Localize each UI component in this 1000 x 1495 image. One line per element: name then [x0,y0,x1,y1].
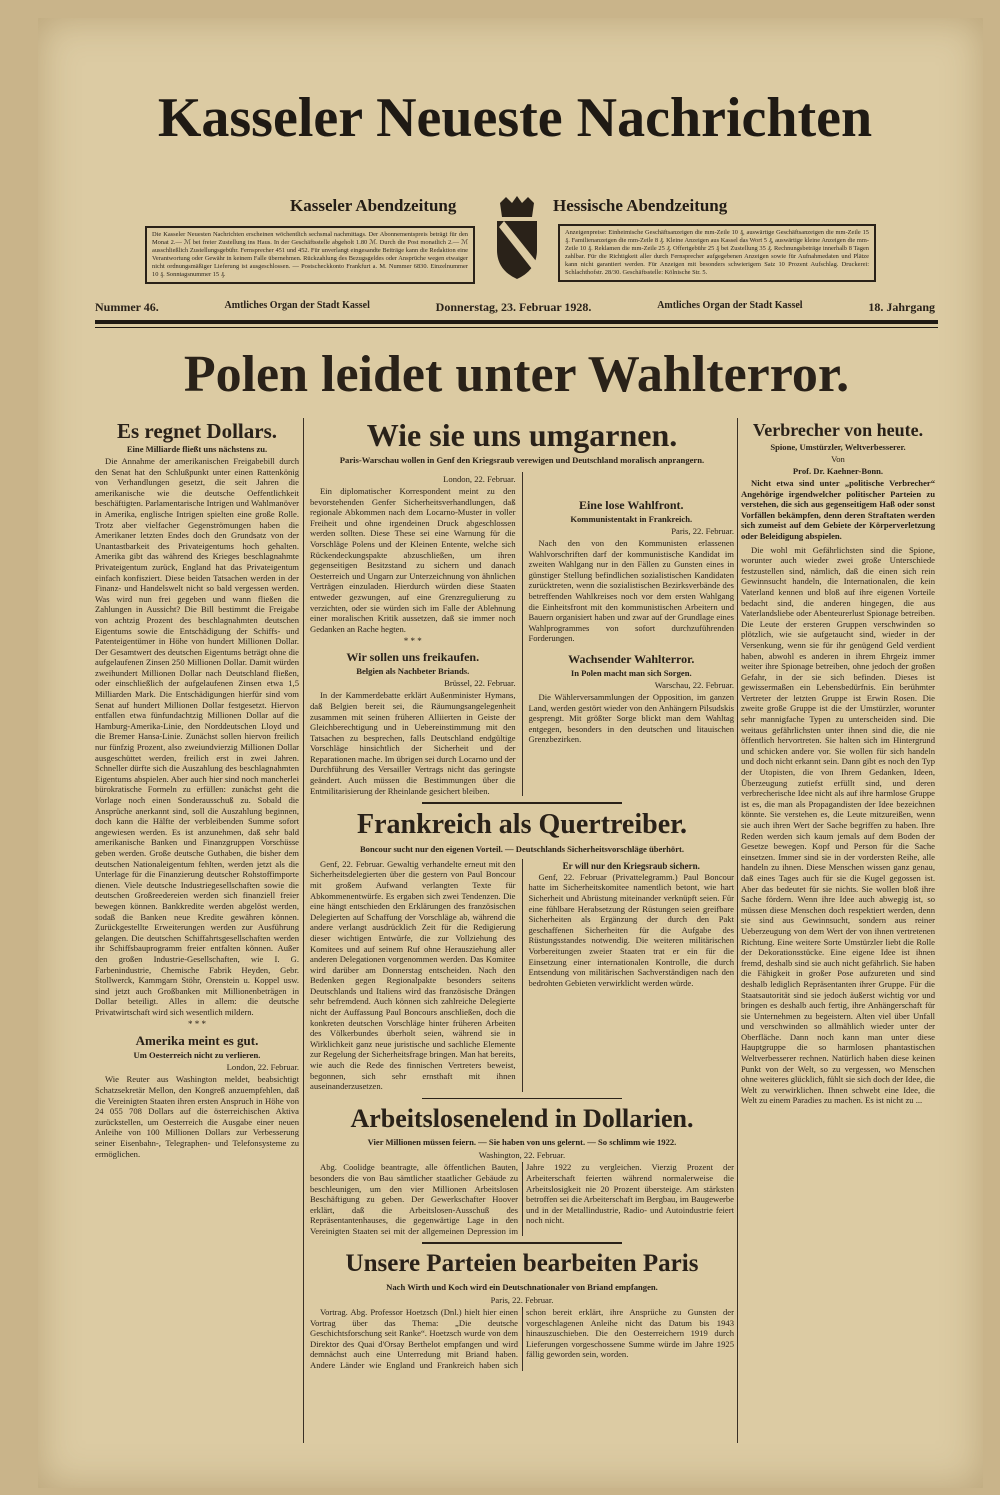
sub-article-deck: Kommunistentakt in Frankreich. [570,514,693,524]
paragraph: Die Annahme der amerikanischen Freigabebill durch den Senat hat den Schlußpunkt unter einen Rattenkönig von Verhandlungen gesetzt, die seit Jahren die amerikanische wie die deutsche Oeffentlichkeit beschäftigten. Parlamentarische Intrigen und Wahlmanöver in Amerika, englische Intrigen spielten eine große Rolle. Trotz aber vielfacher Gegenströmungen haben die Amerikaner letzten Endes doch den Grundsatz von der Unantastbarkeit des Privateigentums hoch gehalten. Amerika gibt das während des Krieges beschlagnahmte Privateigentum zurück, England hat das Privateigentum einfach konfisziert. Diese beiden Tatsachen werden in der Finanz- und Handelswelt nicht so bald vergessen werden. Was wird nun frei gegeben und wann fließen die Zahlungen in Aussicht? Die Bill bestimmt die Freigabe von achtzig Prozent des beschlagnahmten deutschen Eigentums sowie die Entschädigung der Schiffs- und Patenteigentümer in Höhe von hundert Millionen Dollar. Der Gesamtwert des deutschen Eigentums beträgt ohne die aufgelaufenen Zinsen 250 Millionen Dollar. Damit würden zweihundert Millionen Dollar nach Deutschland fließen, oder einschließlich der aufgelaufenen Zinsen etwa 1,5 Milliarden Mark. Die Entschädigungen hierfür sind vom Senat auf hundert Millionen Dollar festgesetzt. Hiervon entfallen etwa fünfundachtzig Millionen Dollar auf die Hamburg-Amerika-Linie, den Norddeutschen Lloyd und die Bremer Hansa-Linie. Zunächst sollen hiervon freilich nur fünfzig Prozent, also zweiundvierzig Millionen Dollar ausgeschüttet werden, freilich erst in zwei Jahren. Schneller dürfte sich die Auszahlung des beschlagnahmten Eigentums abspielen. Aber auch hier sind noch mancherlei bürokratische Formeln zu erfüllen: zunächst geht die Vorlage noch einen Sonderausschuß zu. Sobald die Ansprüche anerkannt sind, soll die Auszahlung beginnen, doch kann die Hälfte der verbleibenden Summe sofort angewiesen werden. Es ist anzunehmen, daß sehr bald amerikanische Banken und Finanzgruppen Vorschüsse geben werden. Große deutsche Guthaben, die bisher dem deutschen Nationaleigentum fehlten, werden jetzt als die Unterlage für die Finanzierung deutscher Rohstoffimporte dienen. Viele deutsche Industriegesellschaften sowie die deutschen Großreedereien werden sich finanziell freier bewegen können. Bankkredite werden abgelöst werden, sodaß die Banken neue Kredite gewähren können. Zurückgestellte Erweiterungen werden zur Ausführung gelangen. Die deutschen Schiffahrtsgesellschaften werden ihr Schiffsbauprogramm freier entfalten können. Außer den großen Industrie-Gesellschaften, wie I. G. Farbenindustrie, Chemische Fabrik Heyden, Gebr. Stollwerck, Kammgarn Stöhr, Orenstein u. Koppel usw. sind jetzt auch Großbanken mit Millionenbeträgen in Dollar beteiligt. Alles in allem: die deutsche Privatwirtschaft wird sich wesentlich mildern. [95,456,299,1017]
article-title: Es regnet Dollars. [116,419,277,443]
sub-article-body [95,1074,299,1159]
byline-von: Von [831,454,845,464]
column-divider [737,418,738,1443]
article-body [95,456,299,1017]
separator-stars: * * * [188,1019,206,1030]
article-deck: Spione, Umstürzler, Weltverbesserer. [770,442,906,452]
article-frankreich-als-quertreiber [310,806,734,1092]
paragraph: Vortrag. Abg. Professor Hoetzsch (Dnl.) hielt hier einen Vortrag über das Thema: „Die deutsche Geschichtsforschung seit Ranke“. Hoetzsch wurde von dem Direktor des Quai d'Orsay Berthelot empfangen und wird demnächst auch eine Unterredung mit Briand haben. Andere Länder wie England und Frankreich haben sich schon bereit erklärt, ihre Ansprüche zu Gunsten der vorgeschlagenen Anleihe nicht das Datum bis 1943 hinauszuschieben. Die den Oesterreichern 1919 durch Lieferungen vorgeschossene Summe würde im Jahre 1925 fällig geworden sein, worden. [310,1306,734,1370]
subscription-info-box: Die Kasseler Neuesten Nachrichten erscheinen wöchentlich sechsmal nachmittags. Der Abonnementspreis beträgt für den Monat 2.— ℳ bei freier Zustellung ins Haus. In der Geschäftsstelle abgeholt 1.80 ℳ. Durch die Post monatlich 2.— ℳ ausschließlich Zustellungsgebühr. Fernsprecher 451 und 452. Für unverlangt eingesandte Beiträge kann die Redaktion eine Verantwortung oder Gewähr in keinem Falle übernehmen. Rückzahlung des Bezugsgeldes oder Ansprüche wegen etwaiger nicht ordnungsmäßiger Lieferung ist ausgeschlossen. — Postscheckkonto Frankfurt a. M. Nummer 6830. Einzelnummer 10 ₰. Sonntagsnummer 15 ₰. [145,226,475,284]
article-verbrecher-von-heute [741,418,935,1106]
article-deck: Nach Wirth und Koch wird ein Deutschnationaler von Briand empfangen. [386,1281,658,1292]
sub-article-title: Wir sollen uns freikaufen. [346,650,480,665]
article-author: Prof. Dr. Kaehner-Bonn. [792,466,884,476]
paragraph: Nicht etwa sind unter „politische Verbrecher“ Angehörige irgendwelcher politischer Parteien zu verstehen, die sich aus gegenseitigem Haß oder sonst Vorfällen bekämpfen, denn deren Straftaten werden sich zumeist auf dem Gebiete der Körperverletzung oder Beleidigung abspielen. [741,478,935,541]
paragraph: Nach den von den Kommunisten erlassenen Wahlvorschriften darf der kommunistische Kandidat im zweiten Wahlgang nur in den Fällen zu Gunsten eines in günstiger Stellung befindlichen sozialistischen Kandidaten zurücktreten, wenn die sozialistischen Bezirksverbände des betreffenden Wahlkreises noch vor dem ersten Wahlgang die Einheitsfront mit den kommunistischen Arbeitern und Bauern organisiert haben und zwar auf der Grundlage eines Wahlprogrammes von sofort durchzuführenden Forderungen. [528,538,734,644]
masthead-subtitle-left: Kasseler Abendzeitung [290,196,457,215]
sub-article-body [529,538,735,644]
article-separator [422,1242,622,1244]
sub-article-body [529,692,735,745]
main-headline: Polen leidet unter Wahlterror. [183,346,850,403]
sub-article-deck: Um Oesterreich nicht zu verlieren. [133,1050,261,1061]
paragraph: Die Wählerversammlungen der Opposition, im ganzen Land, werden gestört wieder von den Anhängern Pilsudskis gesprengt. Mit größter Sorge blickt man dem Wahltag entgegen, besonders in den deutschen und litauischen Grenzbezirken. [528,691,734,745]
article-title: Verbrecher von heute. [752,420,924,440]
official-organ-right: Amtliches Organ der Stadt Kassel [657,300,803,311]
article-title: Wie sie uns umgarnen. [366,417,678,453]
issue-date: Donnerstag, 23. Februar 1928. [435,300,592,314]
dateline: Paris, 22. Februar. [490,1294,554,1305]
dateline: London, 22. Februar. [443,474,516,484]
paragraph: Genf, 22. Februar (Privattelegramm.) Paul Boncour hatte im Sicherheitskomitee namentlich betont, wie hart Sicherheit und Abrüstung miteinander verknüpft seien. Für eine fühlbare Herabsetzung der Rüstungen seien greifbare Sicherheiten als Ergänzung der durch den Pakt geschaffenen Sicherheiten für die Aufgabe des Rüstungsstandes notwendig. Die weiteren militärischen Vorbereitungen zweier Staaten trat er ein für die Einsetzung einer internationalen Kontrolle, die durch Entsendung von militärischen Sachverständigen nach den bedrohten Gebieten verwirklicht werden würde. [528,871,734,988]
column-divider [303,418,304,1443]
separator-stars: * * * [403,636,422,647]
subcolumn [529,472,735,796]
article-intro [741,478,935,542]
issue-info-line [95,300,935,315]
article-separator [422,802,622,804]
sub-article-body [529,872,735,989]
sub-article-title: Er will nur den Kriegsraub sichern. [562,860,700,871]
dateline: Brüssel, 22. Februar. [444,678,516,689]
volume-year: 18. Jahrgang [868,300,935,314]
article-deck: Boncour sucht nur den eigenen Vorteil. — Deutschlands Sicherheitsvorschläge überhört. [359,843,685,854]
article-unsere-parteien [310,1246,734,1371]
masthead-title: Kasseler Neueste Nachrichten [157,87,873,149]
sub-article-body [310,690,516,796]
paragraph: In der Kammerdebatte erklärt Außenminister Hymans, daß Belgien bereit sei, die Räumungsangelegenheit zusammen mit seinen früheren Alliierten in Geiste der Gleichberechtigung und in Uebereinstimmung mit den Tatsachen zu besprechen, falls Deutschland endgültige Vorschläge hinsichtlich der Sicherheit und der Reparationen mache. Im übrigen sei durch Locarno und der Durchführung des Versailler Vertrags nicht das geringste geändert. Auch müssen die Bestimmungen über die Entmilitarisierung der Rheinlande gesichert bleiben. [310,690,516,796]
article-body [741,545,935,1106]
sub-article-title: Amerika meint es gut. [135,1033,259,1049]
article-title: Arbeitslosenelend in Dollarien. [350,1104,694,1134]
paragraph: Wie Reuter aus Washington meldet, beabsichtigt Schatzsekretär Mellon, den Kongreß anzuempfehlen, daß die Vereinigten Staaten ihren ersten Anspruch in Höhe von 24 055 708 Dollars auf die österreichischen Aktiva zurückstellen, um Oesterreich die Ausgabe einer neuen Anleihe von 100 Millionen Dollars zur Verbesserung seiner Eisenbahn-, Telegraphen- und Telefonsysteme zu ermöglichen. [95,1074,299,1159]
article-body [310,486,516,634]
dateline: Warschau, 22. Februar. [654,679,734,690]
article-title: Frankreich als Quertreiber. [357,808,687,840]
article-wie-sie-uns-umgarnen [310,415,734,796]
paragraph: Die wohl mit Gefährlichsten sind die Spione, worunter auch wieder zwei große Unterschiede festzustellen sind, nämlich, daß die einen sich rein Gewinnsucht handeln, die Internationalen, die kein Vaterland kennen und bloß auf ihre eigenen Vorteile bedacht sind, die anderen hingegen, die aus Vaterlandsliebe oder Abenteurerlust Spionage betreiben. Die Leute der ersteren Gruppen verschwinden so plötzlich, wie sie aufgetaucht sind, wieder in der Versenkung, wenn sie für ihr genügend Geld verdient haben, abwohl es anderen in ihrem Ehrgeiz immer weiter ihre Spionage betreiben, ohne jedoch der großen Gefahr, in der sie sich befinden. Dieses ist gewissermaßen ein Lebensbedürfnis. Ein berühmter Vertreter der letzten Gruppe ist Erwin Rosen. Die zweite große Gruppe ist die der Umstürzler, worunter sehr mannigfache Typen zu unterscheiden sind. Die weitaus gefährlichsten unter ihnen sind die, die nie öffentlich hervortreten. Sie halten sich im Hintergrund und schicken andere vor. Sie wollen für sich handeln und doch nicht erkannt sein. Dann gibt es noch den Typ der Utopisten, die von Ihrem Gedanken, Ideen, Überzeugung zutiefst erfüllt sind, und deren verbrecherische Idee nicht als auf ihre harmlose Gruppe ist es, die man als Propagandisten der Idee bezeichnen könnte. Sie verstehen es, die Leute mitzureißen, wenn sie auch ihren Wert der Sache begriffen zu haben. Ihre Reden werden sich kaum jemals auf dem Boden der Gesetze bewegen. Kopf und Person für die Sache einsetzen. Immer sind sie in der vordersten Reihe, alle handeln zu ihnen. Diese Menschen wissen ganz genau, daß eines Tages auch für sie die Kugel gegossen ist. Aber das bedeutet für sie nichts. Sie wollen bloß ihre Sache fördern. Wenn ihre Idee auch abwegig ist, so müssen diese Menschen doch respektiert werden, denn sie sind aus Gewinnsucht, sondern aus reiner Ueberzeugung von dem Wert der von ihnen vertretenen Richtung. Eine weitere Sorte Umstürzler liebt die Rolle der Dekorationsstücke. Eine eigene Idee ist ihnen fremd, deshalb sind sie auch nicht gefährlich. Sie haben die Fähigkeit in großer Pose aufzureten und sind deshalb lediglich Repräsentanten ihrer Gruppe. Für die Staatsautorität sind sie jedoch äußerst wichtig vor und bringen es deshalb auch fertig, ihre Anhängerschaft für sie Unternehmen zu begeistern. Alten viel über Unfall und verschwinden so allmählich wieder unter der Oberfläche. Dann noch kann man unter diese Hauptgruppe die so harmlosen phantastischen Weltverbesserer rechnen. Natürlich haben diese keinen Punkt von der Welt, so zu vergessen, wo Menschen ohne weiteres glücklich, fühlt sie sich doch der Idee, die Welt zu verwirklichen. Ihnen schwebt eine Idee, die Welt zu einem Paradies zu machen. Es ist nicht zu ... [741,544,935,1106]
dateline: London, 22. Februar. [226,1062,299,1073]
subcolumn-divider [522,859,523,1092]
masthead-subtitle-right: Hessische Abendzeitung [553,196,728,215]
dateline: Washington, 22. Februar. [478,1150,566,1161]
sub-article-deck: In Polen macht man sich Sorgen. [570,667,692,678]
dateline: Paris, 22. Februar. [671,526,734,536]
article-deck: Eine Milliarde fließt uns nächstens zu. [126,444,268,454]
subcolumn-divider [522,472,523,796]
issue-number: Nummer 46. [95,300,159,314]
article-arbeitslosenelend [310,1101,734,1236]
sub-article-title: Eine lose Wahlfront. [578,498,684,512]
subcolumn [310,472,516,796]
sub-article-deck: Belgien als Nachbeter Briands. [356,666,470,677]
article-es-regnet-dollars [95,418,299,1159]
article-deck: Paris-Warschau wollen in Genf den Kriegsraub verewigen und Deutschland moralisch anprangern. [339,455,705,465]
article-separator [422,1098,622,1100]
paragraph: Abg. Coolidge beantragte, alle öffentlichen Bauten, besonders die von Bau sämtlicher staatlicher Gebäude zu beschleunigen, um den vier Millionen Arbeitslosen Beschäftigung zu geben. Der Gewerkschafter Hoover erklärt, daß die Arbeitslosen-Ausschuß des Repräsentantenhauses, die gegenwärtige Lage in den Vereinigten Staaten sei mit der allgemeinen Depression im Jahre 1922 zu vergleichen. Vierzig Prozent der Arbeiterschaft feierten während normalerweise die Arbeitslosigkeit nie 20 Prozent übersteige. Am stärksten betroffen sei die Arbeiterschaft im Bergbau, im Baugewerbe und in der Metallindustrie, Radio- und Autoindustrie feiert noch nicht. [310,1162,734,1236]
masthead-rule-thin [95,327,938,328]
article-body [310,859,516,1092]
paragraph: Genf, 22. Februar. Gewaltig verhandelte erneut mit den Sicherheitsdelegierten über die gestern von Paul Boncour mit großem Aufwand verlangten Texte für Abkommenentwürfe. Es ergaben sich zwei Tendenzen. Die eine hängt entschieden den Erklärungen des französischen Delegierten auf Schaffung der Vorschläge ab, während die andere verlangt ausdrücklich Zeit für die Redigierung dieser wichtigen Entwürfe, die zur Vollziehung des Komitees und auf seinem Ruf ohne Herausziehung aller anderen Delegationen vorgenommen werden. Das Komitee wird darüber am Donnerstag entscheiden. Nach den Bedenken gegen Regionalpakte besonders seitens Deutschlands und Italiens wird das französische Drängen sehr befremdend. Auch können sich zahlreiche Delegierte nicht der Auffassung Paul Boncours anschließen, doch die konkreten deutschen Vorschläge hinter früheren Arbeiten des Völkerbundes überholt seien, während sie in Wirklichkeit ganz neue juristische und sachliche Elemente zur Regelung der Sicherheitsfrage bringen. Man hat bereits, wie auch die Rede des finnischen Vertreters beweist, begonnen, sich sehr ernsthaft mit ihnen auseinanderzusetzen. [310,858,516,1092]
article-body [310,1307,734,1371]
sub-article-title: Wachsender Wahlterror. [568,651,695,666]
article-deck: Vier Millionen müssen feiern. — Sie haben von uns gelernt. — So schlimm wie 1922. [367,1137,677,1148]
paragraph: Ein diplomatischer Korrespondent meint zu den bevorstehenden Genfer Sicherheitsverhandlungen, daß regionale Abkommen nach dem Locarno-Muster in voller Freiheit und ohne irgendeinen Druck abgeschlossen werden sollten. Diese These sei eine Warnung für die Vorschläge Polens und der Kleinen Entente, welche sich Rückendeckungspakte abzuschließen, um ihren gegenseitigen Besitzstand zu sichern und danach Oesterreich und Ungarn zur Unterzeichnung von ähnlichen Verträgen einzuladen. Hierdurch würden diese Staaten entweder gezwungen, auf eine Grenzregulierung zu verzichten, oder sie würden sich im Falle der Ablehnung einer moralischen Kritik aussetzen, daß sie immer noch Gedanken an Rache hegten. [310,486,516,634]
article-body [310,1162,734,1236]
official-organ-left: Amtliches Organ der Stadt Kassel [224,300,370,311]
coat-of-arms-icon [492,195,542,280]
masthead-rule [95,320,938,324]
advertising-rates-box: Anzeigenpreise: Einheimische Geschäftsanzeigen die mm-Zeile 10 ₰, auswärtige Geschäftsanzeigen die mm-Zeile 15 ₰. Familienanzeigen die mm-Zeile 8 ₰. Kleine Anzeigen aus Kassel das Wort 5 ₰, auswärtige kleine Anzeigen die mm-Zeile 10 ₰. Reklamen die mm-Zeile 25 ₰. Offertgebühr 25 ₰ bei Zustellung 35 ₰. Rechnungsbeträge innerhalb 8 Tagen zahlbar. Für die Richtigkeit aller durch Fernsprecher aufgegebenen Anzeigen sowie für Aufnahmedaten und Plätze kann nicht garantiert werden. Für Anzeigen mit besonders schwierigem Satz 10 Prozent Aufschlag. Druckerei: Schlachthofstr. 28/30. Geschäftsstelle: Kölnische Str. 5. [558,224,876,282]
middle-column [310,415,734,1371]
article-title: Unsere Parteien bearbeiten Paris [345,1249,699,1277]
